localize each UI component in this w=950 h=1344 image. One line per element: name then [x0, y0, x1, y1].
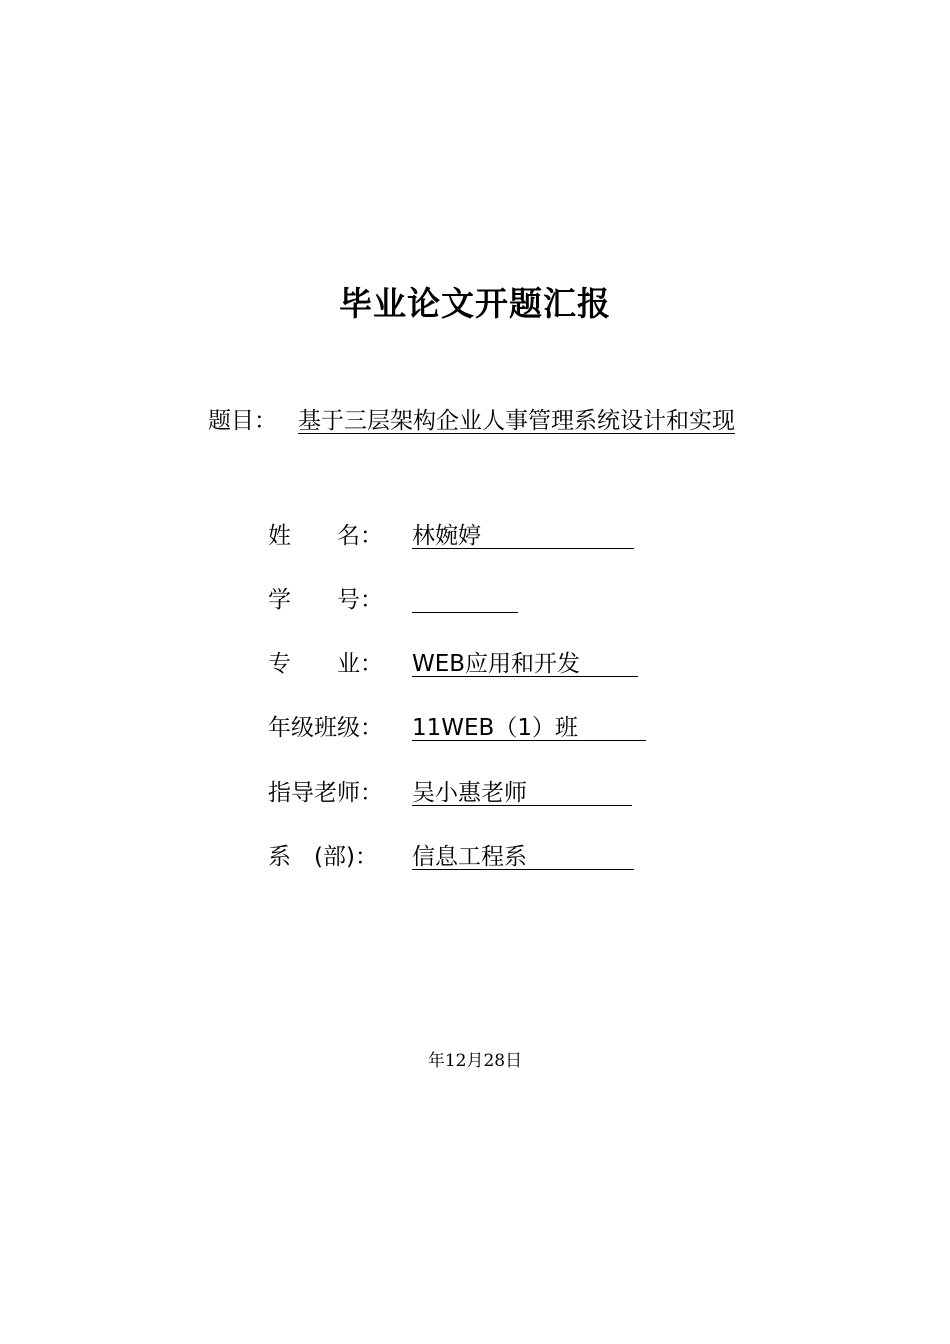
field-value-advisor: 吴小惠老师 — [412, 774, 632, 806]
field-label-class: 年级班级： — [268, 715, 383, 741]
report-date: 年12月28日 — [427, 1051, 523, 1071]
topic-row — [208, 402, 735, 435]
field-label-name: 姓 名： — [268, 523, 383, 549]
field-value-class: 11WEB（1）班 — [412, 709, 646, 741]
field-value-student-id — [412, 581, 518, 613]
field-value-department: 信息工程系 — [412, 838, 634, 870]
topic-value: 基于三层架构企业人事管理系统设计和实现 — [298, 408, 735, 434]
field-label-student-id: 学 号： — [268, 587, 383, 613]
field-label-advisor: 指导老师： — [268, 780, 383, 806]
field-label-department: 系 (部)： — [268, 844, 378, 870]
field-label-major: 专 业： — [268, 651, 383, 677]
field-value-major: WEB应用和开发 — [412, 645, 638, 677]
field-value-name: 林婉婷 — [412, 517, 634, 549]
document-title: 毕业论文开题汇报 — [339, 284, 611, 323]
topic-label: 题目： — [208, 408, 277, 434]
